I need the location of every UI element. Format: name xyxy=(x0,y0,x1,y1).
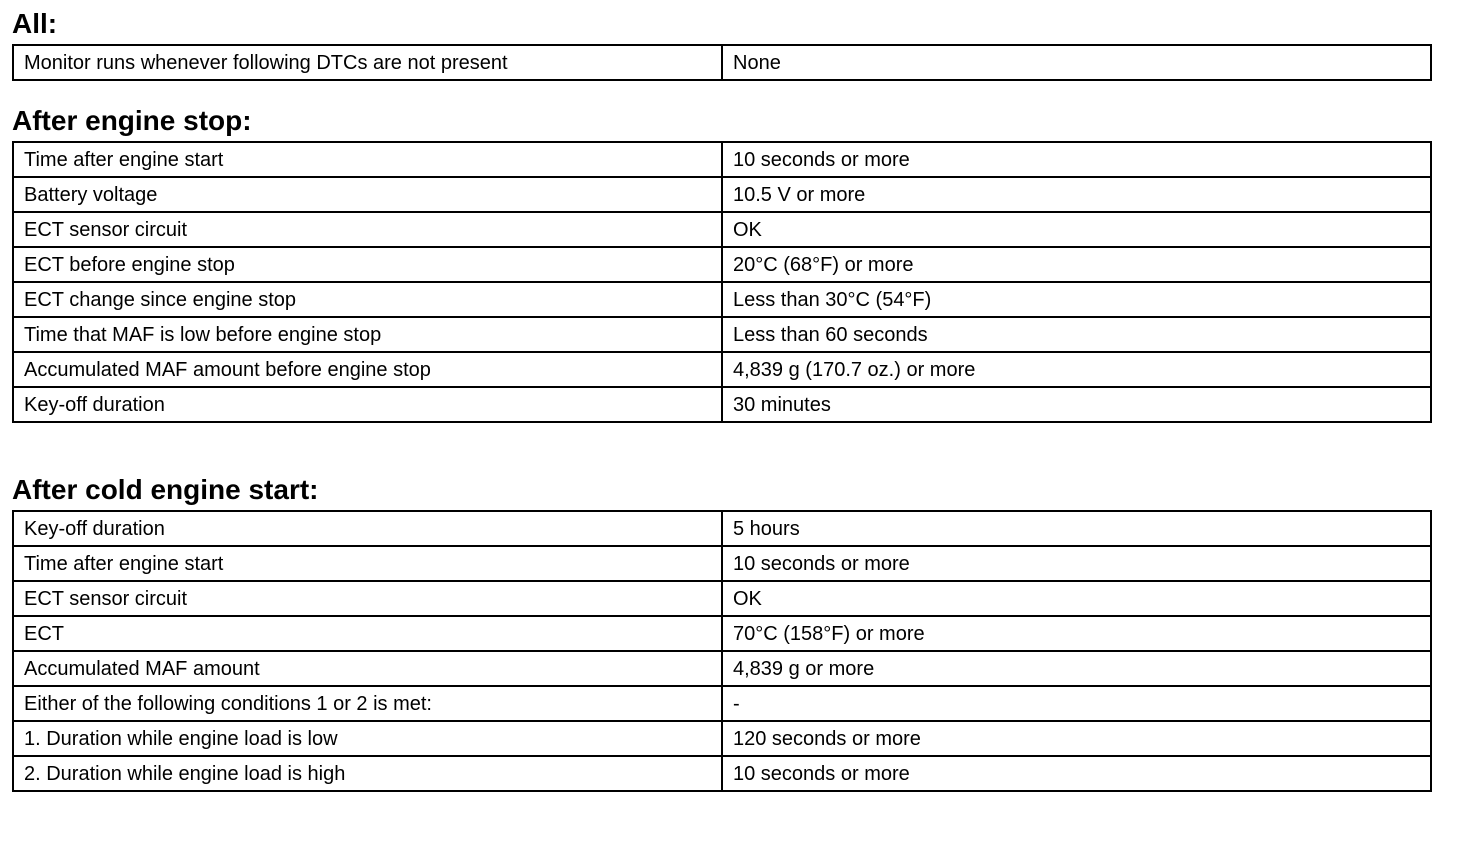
condition-cell: Time after engine start xyxy=(13,142,722,177)
condition-cell: Accumulated MAF amount before engine stop xyxy=(13,352,722,387)
value-cell: 120 seconds or more xyxy=(722,721,1431,756)
table-row xyxy=(13,212,1431,247)
section-heading-after-cold-engine-start: After cold engine start: xyxy=(12,474,319,505)
value-cell: 4,839 g (170.7 oz.) or more xyxy=(722,352,1431,387)
value-cell: 70°C (158°F) or more xyxy=(722,616,1431,651)
table-row xyxy=(13,45,1431,80)
value-cell: 10.5 V or more xyxy=(722,177,1431,212)
condition-cell: ECT xyxy=(13,616,722,651)
table-row xyxy=(13,317,1431,352)
value-cell: 10 seconds or more xyxy=(722,142,1431,177)
value-cell: 4,839 g or more xyxy=(722,651,1431,686)
table-row xyxy=(13,581,1431,616)
table-row xyxy=(13,511,1431,546)
value-cell: 10 seconds or more xyxy=(722,546,1431,581)
conditions-table-after-engine-stop xyxy=(12,141,1432,423)
condition-cell: Accumulated MAF amount xyxy=(13,651,722,686)
value-cell: OK xyxy=(722,581,1431,616)
table-row xyxy=(13,387,1431,422)
value-cell: Less than 30°C (54°F) xyxy=(722,282,1431,317)
condition-cell: Either of the following conditions 1 or 2 is met: xyxy=(13,686,722,721)
table-row xyxy=(13,282,1431,317)
condition-cell: 2. Duration while engine load is high xyxy=(13,756,722,791)
table-row xyxy=(13,651,1431,686)
table-row xyxy=(13,721,1431,756)
table-row xyxy=(13,756,1431,791)
table-row xyxy=(13,142,1431,177)
value-cell: OK xyxy=(722,212,1431,247)
conditions-table-all xyxy=(12,44,1432,81)
condition-cell: ECT before engine stop xyxy=(13,247,722,282)
table-row xyxy=(13,686,1431,721)
condition-cell: Key-off duration xyxy=(13,511,722,546)
table-row xyxy=(13,546,1431,581)
condition-cell: ECT sensor circuit xyxy=(13,581,722,616)
condition-cell: ECT change since engine stop xyxy=(13,282,722,317)
condition-cell: Key-off duration xyxy=(13,387,722,422)
condition-cell: Battery voltage xyxy=(13,177,722,212)
condition-cell: 1. Duration while engine load is low xyxy=(13,721,722,756)
value-cell: 5 hours xyxy=(722,511,1431,546)
table-row xyxy=(13,352,1431,387)
value-cell: None xyxy=(722,45,1431,80)
table-row xyxy=(13,177,1431,212)
value-cell: 10 seconds or more xyxy=(722,756,1431,791)
conditions-table-after-cold-engine-start xyxy=(12,510,1432,792)
table-row xyxy=(13,247,1431,282)
value-cell: 20°C (68°F) or more xyxy=(722,247,1431,282)
value-cell: 30 minutes xyxy=(722,387,1431,422)
section-heading-all: All: xyxy=(12,8,58,39)
condition-cell: Monitor runs whenever following DTCs are not present xyxy=(13,45,722,80)
condition-cell: Time that MAF is low before engine stop xyxy=(13,317,722,352)
value-cell: Less than 60 seconds xyxy=(722,317,1431,352)
table-row xyxy=(13,616,1431,651)
section-heading-after-engine-stop: After engine stop: xyxy=(12,105,252,136)
condition-cell: Time after engine start xyxy=(13,546,722,581)
value-cell: - xyxy=(722,686,1431,721)
condition-cell: ECT sensor circuit xyxy=(13,212,722,247)
